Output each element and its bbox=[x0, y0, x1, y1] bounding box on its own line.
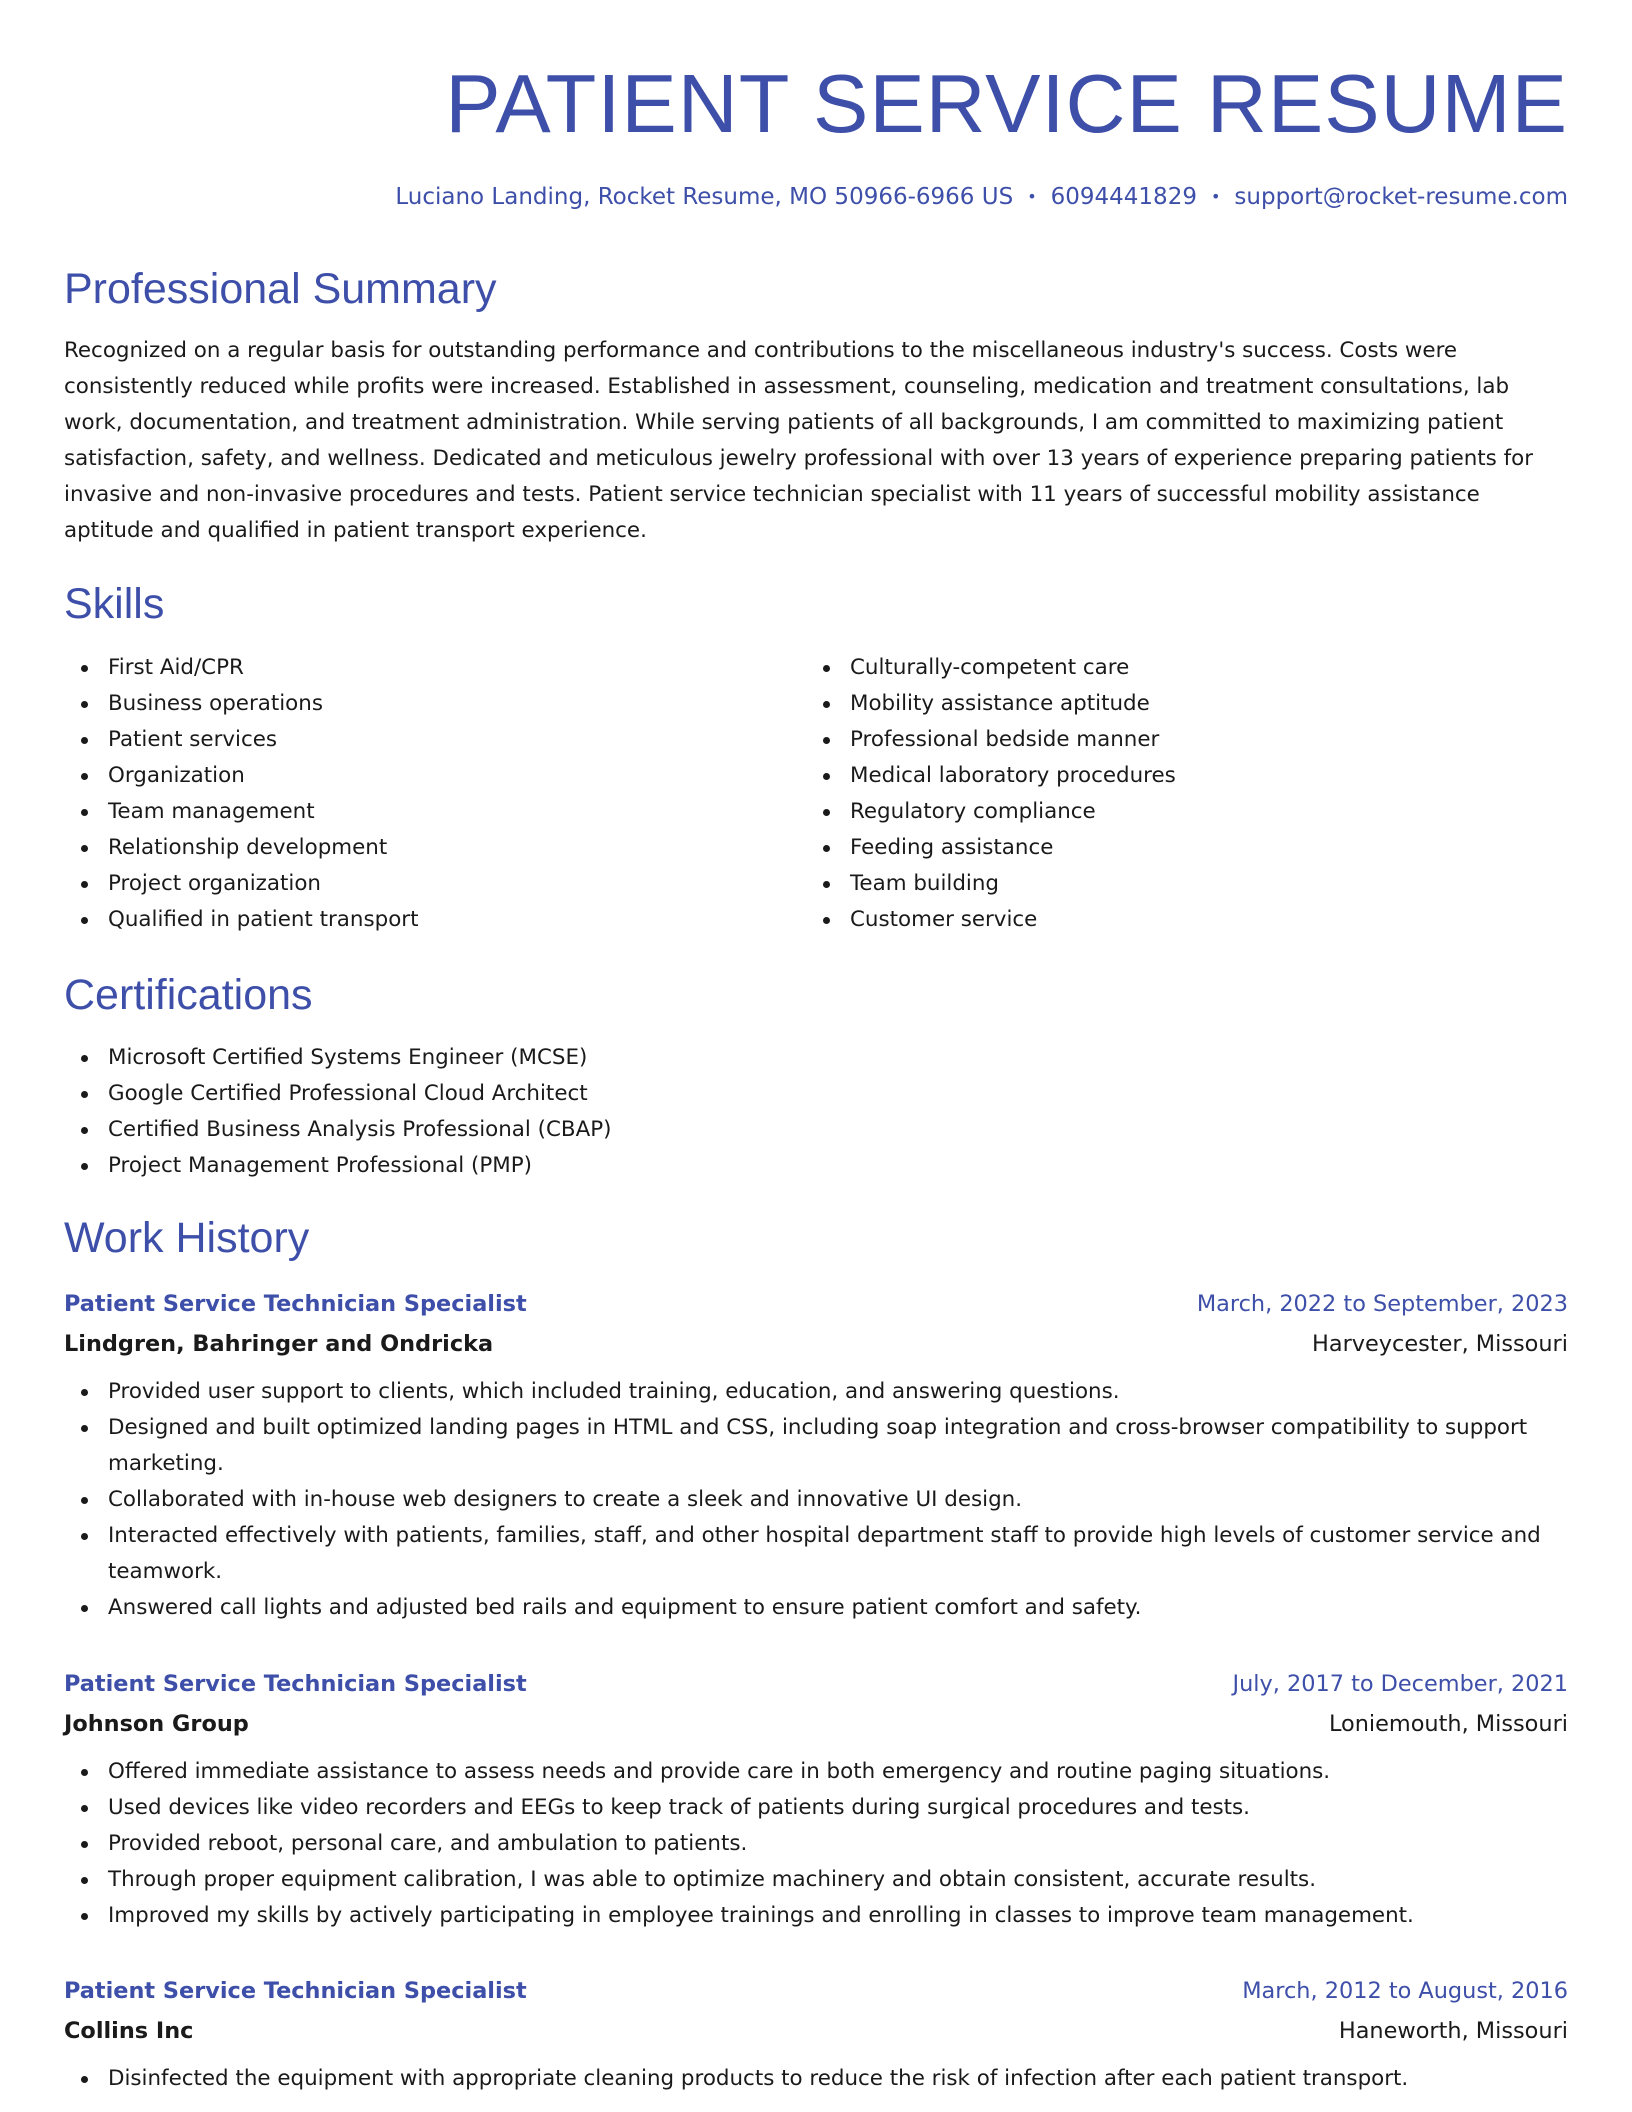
skill-item: Team building bbox=[806, 866, 1546, 902]
skills-list-right bbox=[806, 650, 1546, 938]
job-bullet: Through proper equipment calibration, I was able to optimize machinery and obtain consistent, accurate results. bbox=[64, 1862, 1568, 1898]
skill-item: Organization bbox=[64, 758, 804, 794]
job-bullet: Provided reboot, personal care, and ambulation to patients. bbox=[64, 1826, 1568, 1862]
resume-title: PATIENT SERVICE RESUME bbox=[445, 57, 1568, 150]
certification-item: Project Management Professional (PMP) bbox=[64, 1148, 1568, 1184]
job-entry bbox=[64, 1288, 1568, 1626]
job-location: Loniemouth, Missouri bbox=[1328, 1711, 1568, 1737]
skills-list-left bbox=[64, 650, 804, 938]
job-employer: Collins Inc bbox=[64, 2018, 194, 2044]
skill-item: Qualified in patient transport bbox=[64, 902, 804, 938]
skill-item: Culturally-competent care bbox=[806, 650, 1546, 686]
skills-heading: Skills bbox=[64, 580, 165, 628]
job-bullets bbox=[64, 2061, 1568, 2097]
job-header bbox=[64, 1668, 1568, 1700]
job-title: Patient Service Technician Specialist bbox=[64, 1671, 527, 1697]
summary-text: Recognized on a regular basis for outstanding performance and contributions to the miscellaneous industry's success. Costs were consistently reduced while profits were increased. Established in assessment, counseling, medication and treatment consultations, lab work, documentation, and treatment administration. While serving patients of all backgrounds, I am committed to maximizing patient satisfaction, safety, and wellness. Dedicated and meticulous jewelry professional with over 13 years of experience preparing patients for invasive and non-invasive procedures and tests. Patient service technician specialist with 11 years of successful mobility assistance aptitude and qualified in patient transport experience. bbox=[64, 338, 1534, 543]
job-bullet: Offered immediate assistance to assess needs and provide care in both emergency and routine paging situations. bbox=[64, 1754, 1568, 1790]
job-bullet: Provided user support to clients, which included training, education, and answering questions. bbox=[64, 1374, 1568, 1410]
certifications-heading: Certifications bbox=[64, 971, 313, 1019]
contact-phone: 6094441829 bbox=[1050, 184, 1197, 210]
skill-item: Professional bedside manner bbox=[806, 722, 1546, 758]
job-bullet: Used devices like video recorders and EEGs to keep track of patients during surgical procedures and tests. bbox=[64, 1790, 1568, 1826]
contact-address: Luciano Landing, Rocket Resume, MO 50966-6966 US bbox=[395, 184, 1014, 210]
job-employer: Johnson Group bbox=[64, 1711, 249, 1737]
certification-item: Certified Business Analysis Professional (CBAP) bbox=[64, 1112, 1568, 1148]
skill-item: Relationship development bbox=[64, 830, 804, 866]
contact-separator: • bbox=[1210, 187, 1221, 206]
job-subheader bbox=[64, 1708, 1568, 1740]
job-bullet: Disinfected the equipment with appropriate cleaning products to reduce the risk of infection after each patient transport. bbox=[64, 2061, 1568, 2097]
skill-item: Business operations bbox=[64, 686, 804, 722]
job-bullet: Interacted effectively with patients, families, staff, and other hospital department staff to provide high levels of customer service and teamwork. bbox=[64, 1518, 1568, 1590]
job-title: Patient Service Technician Specialist bbox=[64, 1978, 527, 2004]
job-dates: March, 2022 to September, 2023 bbox=[1196, 1291, 1568, 1317]
certifications-list bbox=[64, 1040, 1568, 1184]
job-bullet: Designed and built optimized landing pages in HTML and CSS, including soap integration and cross-browser compatibility to support marketing. bbox=[64, 1410, 1568, 1482]
certification-item: Google Certified Professional Cloud Architect bbox=[64, 1076, 1568, 1112]
job-dates: March, 2012 to August, 2016 bbox=[1242, 1978, 1568, 2004]
job-bullets bbox=[64, 1754, 1568, 1934]
job-title: Patient Service Technician Specialist bbox=[64, 1291, 527, 1317]
job-bullet: Improved my skills by actively participating in employee trainings and enrolling in classes to improve team management. bbox=[64, 1898, 1568, 1934]
job-employer: Lindgren, Bahringer and Ondricka bbox=[64, 1331, 494, 1357]
skill-item: Regulatory compliance bbox=[806, 794, 1546, 830]
summary-heading: Professional Summary bbox=[64, 265, 497, 313]
contact-line bbox=[395, 180, 1568, 214]
contact-separator: • bbox=[1027, 187, 1037, 206]
job-bullets bbox=[64, 1374, 1568, 1626]
skill-item: Medical laboratory procedures bbox=[806, 758, 1546, 794]
certification-item: Microsoft Certified Systems Engineer (MCSE) bbox=[64, 1040, 1568, 1076]
skill-item: Customer service bbox=[806, 902, 1546, 938]
job-bullet: Answered call lights and adjusted bed rails and equipment to ensure patient comfort and safety. bbox=[64, 1590, 1568, 1626]
job-subheader bbox=[64, 1328, 1568, 1360]
skill-item: Project organization bbox=[64, 866, 804, 902]
job-header bbox=[64, 1975, 1568, 2007]
work-history-heading: Work History bbox=[64, 1214, 310, 1262]
job-location: Haneworth, Missouri bbox=[1338, 2018, 1568, 2044]
skill-item: Mobility assistance aptitude bbox=[806, 686, 1546, 722]
skill-item: Patient services bbox=[64, 722, 804, 758]
skill-item: Feeding assistance bbox=[806, 830, 1546, 866]
skill-item: Team management bbox=[64, 794, 804, 830]
job-entry bbox=[64, 1668, 1568, 1934]
job-dates: July, 2017 to December, 2021 bbox=[1232, 1671, 1568, 1697]
job-subheader bbox=[64, 2015, 1568, 2047]
job-location: Harveycester, Missouri bbox=[1312, 1331, 1568, 1357]
job-entry bbox=[64, 1975, 1568, 2097]
job-bullet: Collaborated with in-house web designers to create a sleek and innovative UI design. bbox=[64, 1482, 1568, 1518]
contact-email: support@rocket-resume.com bbox=[1234, 184, 1568, 210]
job-header bbox=[64, 1288, 1568, 1320]
skill-item: First Aid/CPR bbox=[64, 650, 804, 686]
